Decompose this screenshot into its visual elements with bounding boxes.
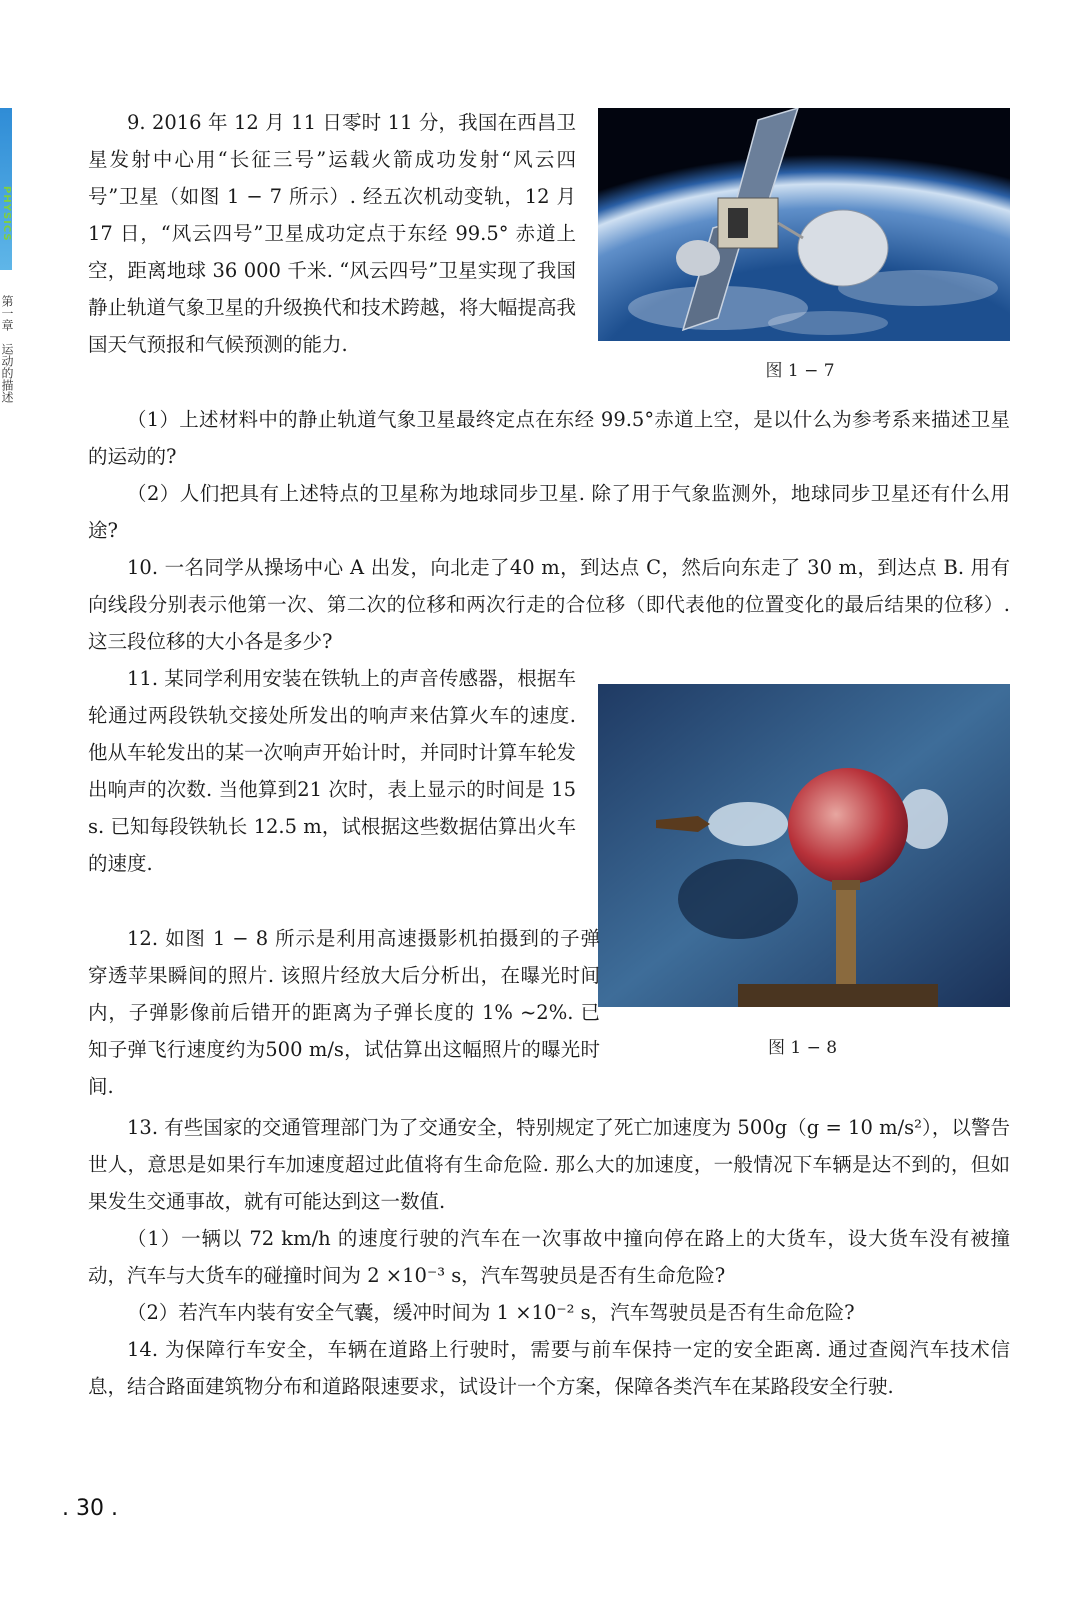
bullet-apple-photo-icon bbox=[598, 684, 1010, 1007]
satellite-photo-icon bbox=[598, 108, 1010, 341]
question-11-text: 11. 某同学利用安装在铁轨上的声音传感器，根据车轮通过两段铁轨交接处所发出的响声来估算火车的速度. 他从车轮发出的某一次响声开始计时，并同时计算车轮发出响声的次数. 当他算到21 次时，表上显示的时间是 15 s. 已知每段铁轨长 12.5 m，试根据这些数据估算出火车的速度. bbox=[88, 667, 576, 875]
question-10-text: 10. 一名同学从操场中心 A 出发，向北走了40 m，到达点 C，然后向东走了 30 m，到达点 B. 用有向线段分别表示他第一次、第二次的位移和两次行走的合位移（即代表他的位置变化的最后结果的位移）. 这三段位移的大小各是多少? bbox=[88, 556, 1010, 653]
question-12-text: 12. 如图 1 − 8 所示是利用高速摄影机拍摄到的子弹穿透苹果瞬间的照片. 该照片经放大后分析出，在曝光时间内，子弹影像前后错开的距离为子弹长度的 1% ~2%. 已知子弹飞行速度约为500 m/s，试估算出这幅照片的曝光时间. bbox=[88, 927, 600, 1098]
figure-1-7-caption: 图 1 − 7 bbox=[765, 361, 835, 381]
question-9-part-2: （2）人们把具有上述特点的卫星称为地球同步卫星. 除了用于气象监测外，地球同步卫星还有什么用途? bbox=[88, 482, 1010, 542]
question-9-part-1: （1）上述材料中的静止轨道气象卫星最终定点在东经 99.5°赤道上空，是以什么为参考系来描述卫星的运动的? bbox=[88, 408, 1010, 468]
question-13-part-2: （2）若汽车内装有安全气囊，缓冲时间为 1 ×10⁻² s，汽车驾驶员是否有生命危险? bbox=[127, 1301, 855, 1324]
question-14-text: 14. 为保障行车安全，车辆在道路上行驶时，需要与前车保持一定的安全距离. 通过查阅汽车技术信息，结合路面建筑物分布和道路限速要求，试设计一个方案，保障各类汽车在某路段安全行驶. bbox=[88, 1338, 1010, 1398]
page-number: . 30 . bbox=[62, 1496, 118, 1521]
question-9-text: 9. 2016 年 12 月 11 日零时 11 分，我国在西昌卫星发射中心用“长征三号”运载火箭成功发射“风云四号”卫星（如图 1 − 7 所示）. 经五次机动变轨，12 月 17 日，“风云四号”卫星成功定点于东经 99.5° 赤道上空，距离地球 36 000 千米. “风云四号”卫星实现了我国静止轨道气象卫星的升级换代和技术跨越，将大幅提高我国天气预报和气候预测的能力. bbox=[88, 111, 576, 356]
figure-1-7-satellite bbox=[598, 108, 1010, 341]
question-13-text: 13. 有些国家的交通管理部门为了交通安全，特别规定了死亡加速度为 500g（g = 10 m/s²），以警告世人，意思是如果行车加速度超过此值将有生命危险. 那么大的加速度，一般情况下车辆是达不到的，但如果发生交通事故，就有可能达到这一数值. bbox=[88, 1116, 1010, 1213]
figure-1-8-bullet-apple bbox=[598, 684, 1010, 1007]
figure-1-8-caption: 图 1 − 8 bbox=[767, 1038, 838, 1058]
question-13-part-1: （1）一辆以 72 km/h 的速度行驶的汽车在一次事故中撞向停在路上的大货车，设大货车没有被撞动，汽车与大货车的碰撞时间为 2 ×10⁻³ s，汽车驾驶员是否有生命危险? bbox=[88, 1227, 1010, 1287]
physics-side-label: PHYSICS bbox=[1, 186, 12, 242]
chapter-side-label: 第一章 运动的描述 bbox=[0, 295, 14, 403]
